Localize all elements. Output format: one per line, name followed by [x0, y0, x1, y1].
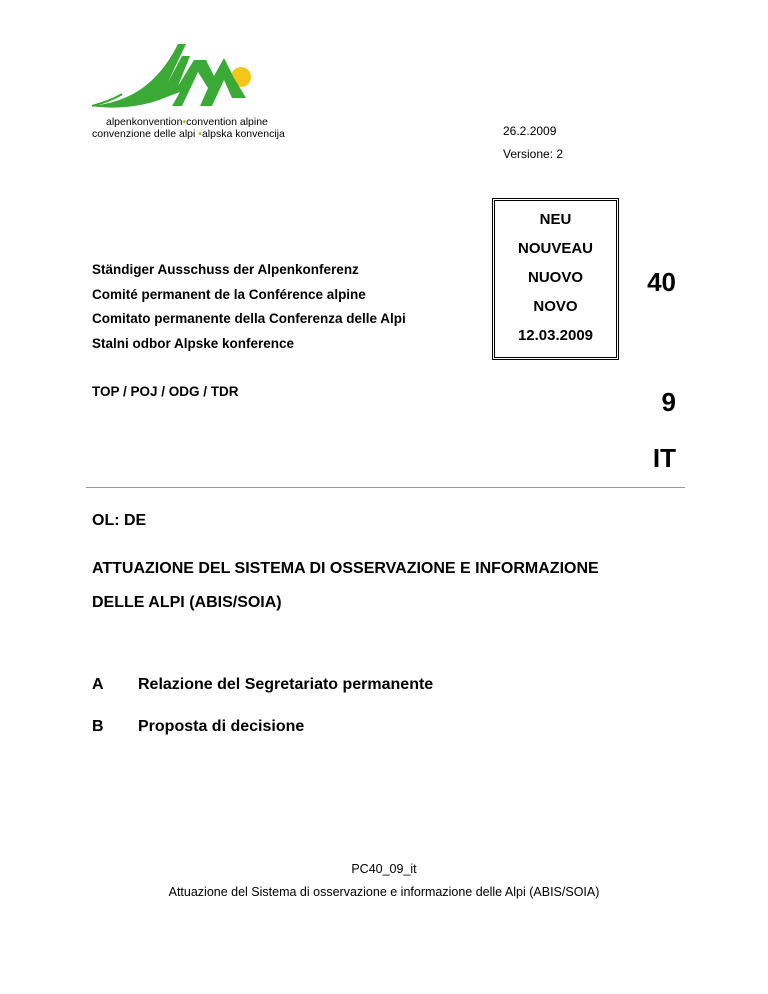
item-text: Proposta di decisione: [138, 718, 305, 735]
item-text: Relazione del Segretariato permanente: [138, 676, 434, 693]
document-version: Versione: 2: [503, 147, 564, 161]
mountain-logo-icon: [86, 36, 316, 116]
new-stamp-box: [492, 198, 619, 360]
logo-text-line1: alpenkonvention•convention alpine: [106, 116, 268, 128]
language-code: IT: [652, 443, 676, 473]
agenda-label: TOP / POJ / ODG / TDR: [92, 384, 239, 399]
committee-name-de: Ständiger Ausschuss der Alpenkonferenz: [92, 262, 359, 277]
stamp-line: NEU: [539, 211, 572, 228]
committee-name-sl: Stalni odbor Alpske konference: [92, 336, 295, 351]
stamp-line: NOUVEAU: [517, 240, 593, 257]
footer-title: Attuazione del Sistema di osservazione e informazione delle Alpi (ABIS/SOIA): [168, 885, 600, 899]
committee-name-it: Comitato permanente della Conferenza delle Alpi: [92, 311, 406, 326]
stamp-line: NUOVO: [527, 269, 583, 286]
stamp-date: 12.03.2009: [517, 327, 594, 344]
item-letter: A: [92, 676, 104, 693]
logo-text-line2: convenzione delle alpi •alpska konvencija: [92, 128, 285, 140]
horizontal-divider: [86, 487, 685, 488]
stamp-line: NOVO: [533, 298, 578, 315]
document-title-line2: DELLE ALPI (ABIS/SOIA): [92, 594, 282, 611]
agenda-number: 9: [661, 387, 676, 417]
document-title-line1: ATTUAZIONE DEL SISTEMA DI OSSERVAZIONE E INFORMAZIONE: [92, 560, 599, 577]
document-date: 26.2.2009: [503, 124, 557, 138]
committee-name-fr: Comité permanent de la Conférence alpine: [92, 287, 366, 302]
item-letter: B: [92, 718, 104, 735]
original-language: OL: DE: [92, 512, 147, 529]
footer-code: PC40_09_it: [351, 862, 417, 876]
meeting-number: 40: [647, 267, 676, 297]
alpine-convention-logo: [86, 36, 316, 142]
